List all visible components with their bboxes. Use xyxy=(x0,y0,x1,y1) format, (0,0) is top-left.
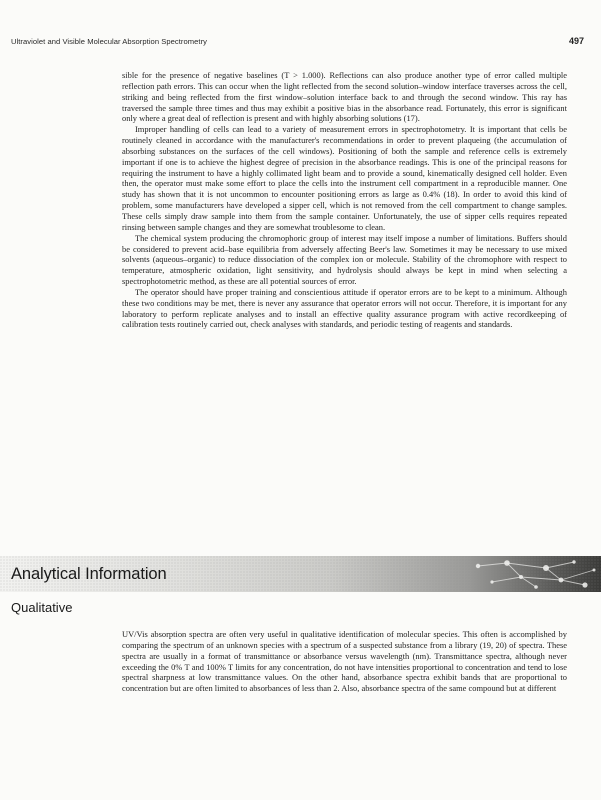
paragraph: The operator should have proper training and conscientious attitude if operator errors are to be kept to a minimum. Although these two conditions may be met, there is never any assurance that operator errors will not occur. Therefore, it is important for any laboratory to perform replicate analyses and to install an effective quality assurance program with active recordkeeping of calibration tests routinely carried out, check analyses with standards, and periodic testing of reagents and standards. xyxy=(122,286,567,330)
sub-heading: Qualitative xyxy=(11,600,73,615)
running-title: Ultraviolet and Visible Molecular Absorption Spectrometry xyxy=(11,37,208,46)
running-header xyxy=(11,37,592,51)
body-text-top xyxy=(122,70,567,330)
paragraph: sible for the presence of negative baselines (T > 1.000). Reflections can also produce another type of error called multiple reflection path errors. This can occur when the light reflected from the second solution–window interface traverses across the cell, striking and being reflected from the first window–solution interface back to and through the second window. This ray has traversed the sample three times and thus may exhibit a positive bias in the absorbance read. Fortunately, this error is significant only where a great deal of reflection is present and with highly absorbing solutions (17). xyxy=(122,70,567,124)
page-number: 497 xyxy=(568,36,584,46)
paragraph: The chemical system producing the chromophoric group of interest may itself impose a number of limitations. Buffers should be considered to prevent acid–base equilibria from adversely affecting Beer's law. Sometimes it may be necessary to use mixed solvents (aqueous–organic) to reduce dissociation of the complex ion or molecule. Stability of the chromophore with respect to temperature, atmospheric oxidation, light sensitivity, and hydrolysis should always be kept in mind when selecting a spectrophotometric method, as these are all potential sources of error. xyxy=(122,232,567,287)
paragraph: Improper handling of cells can lead to a variety of measurement errors in spectrophotometry. It is important that cells be routinely cleaned in accordance with the manufacturer's recommendations in order to prevent plaqueing (the accumulation of absorbing substances on the surfaces of the cell windows). Positioning of both the sample and reference cells is extremely important if one is to achieve the highest degree of precision in the absorbance readings. This is one of the principal reasons for requiring the instrument to have a highly collimated light beam and to provide a sound, kinematically designed cell holder. Even then, the operator must make some effort to place the cells into the instrument cell compartment in a reproducible manner. One study has shown that it is not uncommon to encounter positioning errors as large as 0.4% (18). In order to avoid this kind of problem, some manufacturers have developed a sipper cell, which is not removed from the cell compartment to change samples. These cells simply draw sample into them from the sample container. Unfortunately, the use of sipper cells requires repeated rinsing between sample changes and they are somewhat troublesome to clean. xyxy=(122,124,567,232)
section-heading: Analytical Information xyxy=(11,565,167,583)
paragraph: UV/Vis absorption spectra are often very useful in qualitative identification of molecular species. This often is accomplished by comparing the spectrum of an unknown species with a spectrum of a suspected substance from a library (19, 20) of spectra. These spectra are usually in a format of transmittance or absorbance versus wavelength (nm). Transmittance spectra, although never exceeding the 0% T and 100% T limits for any concentration, do not have intensities proportional to concentration and tend to lose spectral sharpness at low transmittance values. On the other hand, absorbance spectra exhibit bands that are proportional to concentration but are often limited to absorbances of less than 2. Also, absorbance spectra of the same compound but at different xyxy=(122,629,567,694)
body-text-bottom xyxy=(122,629,567,694)
